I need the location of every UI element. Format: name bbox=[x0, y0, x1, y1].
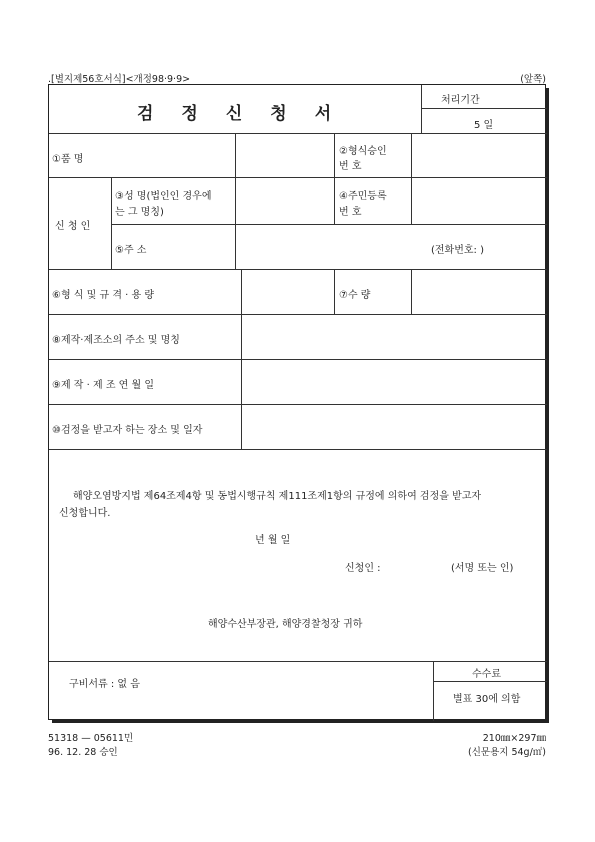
table-rule bbox=[49, 314, 547, 315]
form-number: .[별지제56호서식]<개정98·9·9> bbox=[48, 74, 191, 85]
statement-line-2: 신청합니다. bbox=[59, 508, 111, 519]
resident-no-label-2: 번 호 bbox=[339, 207, 362, 218]
name-label-2: 는 그 명칭) bbox=[115, 207, 164, 218]
form-title: 검정신청서 bbox=[137, 104, 360, 124]
table-rule bbox=[421, 85, 422, 133]
table-rule bbox=[111, 177, 112, 269]
table-rule bbox=[111, 224, 547, 225]
processing-period-value: 5 일 bbox=[474, 120, 494, 131]
signature-label: (서명 또는 인) bbox=[451, 563, 514, 574]
applicant-label: 신 청 인 bbox=[55, 221, 91, 232]
fee-value: 별표 30에 의함 bbox=[453, 694, 521, 705]
manufacturer-label: ⑧제작·제조소의 주소 및 명칭 bbox=[52, 335, 180, 346]
resident-no-label: ④주민등록 bbox=[339, 191, 387, 202]
table-rule bbox=[334, 133, 335, 224]
inspection-place-label: ⑩검정을 받고자 하는 장소 및 일자 bbox=[52, 425, 203, 436]
footer-approval: 96. 12. 28 승인 bbox=[48, 747, 118, 758]
type-approval-label: ②형식승인 bbox=[339, 146, 387, 157]
manufacture-date-label: ⑨제 작 · 제 조 연 월 일 bbox=[52, 380, 155, 391]
name-label: ③성 명(법인인 경우에 bbox=[115, 191, 212, 202]
phone-label: (전화번호: ) bbox=[431, 245, 484, 256]
statement-line-1: 해양오염방지법 제64조제4항 및 동법시행규칙 제111조제1항의 규정에 의하여 검정을 받고자 bbox=[73, 491, 482, 502]
model-spec-label: ⑥형 식 및 규 격 · 용 량 bbox=[52, 290, 155, 301]
footer-code: 51318 — 05611민 bbox=[48, 733, 134, 744]
signer-label: 신청인 : bbox=[345, 563, 381, 574]
table-rule bbox=[421, 108, 547, 109]
table-rule bbox=[433, 661, 434, 721]
type-approval-label-2: 번 호 bbox=[339, 161, 362, 172]
table-rule bbox=[49, 269, 547, 270]
address-label: ⑤주 소 bbox=[115, 245, 147, 256]
table-rule bbox=[49, 404, 547, 405]
quantity-label: ⑦수 량 bbox=[339, 290, 371, 301]
table-rule bbox=[241, 269, 242, 449]
table-rule bbox=[334, 269, 335, 314]
footer-paper-type: (신문용지 54g/㎡) bbox=[468, 747, 546, 758]
table-rule bbox=[49, 359, 547, 360]
table-rule bbox=[49, 177, 547, 178]
required-documents: 구비서류 : 없 음 bbox=[69, 679, 140, 690]
fee-label: 수수료 bbox=[472, 669, 501, 680]
table-rule bbox=[411, 269, 412, 314]
table-rule bbox=[49, 449, 547, 450]
date-line: 년 월 일 bbox=[255, 535, 291, 546]
table-rule bbox=[49, 661, 547, 662]
application-form bbox=[48, 84, 546, 720]
table-rule bbox=[411, 133, 412, 224]
table-rule bbox=[235, 133, 236, 269]
footer-paper-size: 210㎜×297㎜ bbox=[482, 733, 546, 744]
table-rule bbox=[433, 681, 547, 682]
recipient-line: 해양수산부장관, 해양경찰청장 귀하 bbox=[208, 619, 363, 630]
product-name-label: ①품 명 bbox=[52, 154, 84, 165]
page-side: (앞쪽) bbox=[520, 74, 546, 85]
table-rule bbox=[49, 133, 547, 134]
processing-period-label: 처리기간 bbox=[441, 95, 480, 106]
